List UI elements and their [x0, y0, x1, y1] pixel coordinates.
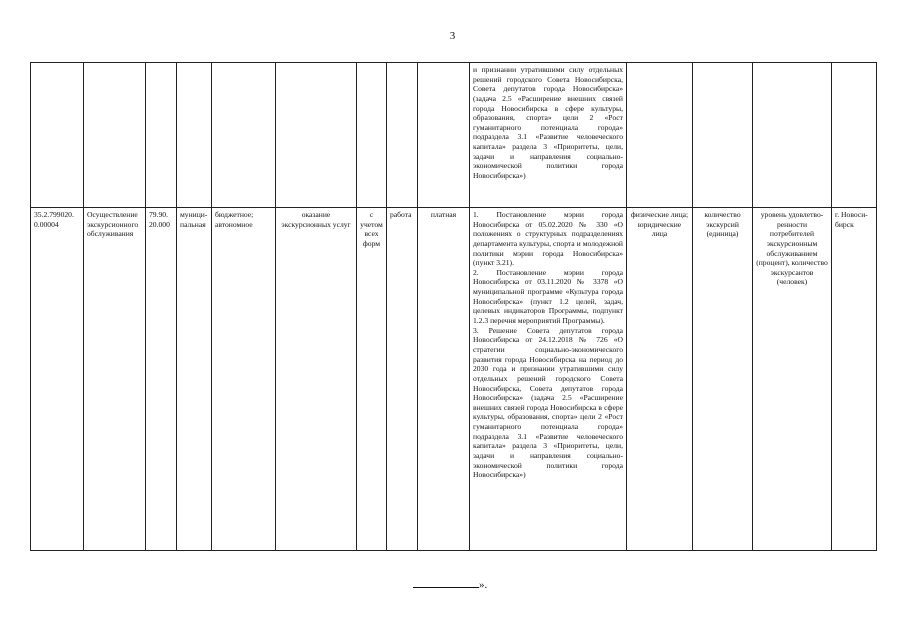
cell-consumers: физические лица; юридические лица: [627, 208, 693, 551]
cell-empty: [177, 63, 212, 208]
cell-empty: [753, 63, 832, 208]
cell-quality-indicator: уровень удовлетво-ренности потребителей экскурсионным обслуживанием (процент), количество экскурсантов (человек): [753, 208, 832, 551]
cell-paid: платная: [418, 208, 470, 551]
footer-closing: [413, 579, 487, 591]
cell-service-kind: оказание экскурсионных услуг: [276, 208, 357, 551]
cell-empty: [31, 63, 84, 208]
cell-empty: [212, 63, 276, 208]
cell-empty: [418, 63, 470, 208]
cell-empty: [357, 63, 387, 208]
cell-documents-continued: и признании утратившими силу отдельных решений городского Совета Новосибирска, Совета депутатов города Новосибирска» (задача 2.5 «Расширение внешних связей города Новосибирска в сфере культуры, образования, спорта» цели 2 «Рост гуманитарного потенциала города» подраздела 3.1 «Развитие человеческого капитала» раздела 3 «Приоритеты, цели, задачи и направления социально-экономической политики города Новосибирска»): [470, 63, 627, 208]
cell-empty: [387, 63, 418, 208]
cell-empty: [832, 63, 877, 208]
closing-quote: ».: [479, 579, 488, 591]
services-register-table: [30, 62, 877, 551]
cell-service-name: Осуществление экскурсионного обслуживания: [84, 208, 146, 551]
document-item: 3. Решение Совета депутатов города Новосибирска от 24.12.2018 № 726 «О стратегии социально-экономического развития города Новосибирска на период до 2030 года и признании утратившими силу отдельных решений городского Совета Новосибирска, Совета депутатов города Новосибирска» (задача 2.5 «Расширение внешних связей города Новосибирска в сфере культуры, образования, спорта» цели 2 «Рост гуманитарного потенциала города» подраздела 3.1 «Развитие человеческого капитала» раздела 3 «Приоритеты, цели, задачи и направления социально-экономической политики города Новосибирска»): [473, 325, 623, 480]
table-row: [31, 208, 877, 551]
page-number: 3: [449, 30, 456, 42]
document-item: 1. Постановление мэрии города Новосибирска от 05.02.2020 № 330 «О положениях о структурных подразделениях департамента культуры, спорта и молодежной политики мэрии города Новосибирска» (пункт 3.21).: [473, 210, 623, 268]
cell-forms: с учетом всех форм: [357, 208, 387, 551]
cell-okved-code: 79.90. 20.000: [146, 208, 177, 551]
cell-empty: [146, 63, 177, 208]
document-item: 2. Постановление мэрии города Новосибирска от 03.11.2020 № 3378 «О муниципальной программе «Культура города Новосибирска» (пункт 1.2 целей, задач, целевых индикаторов Программы, подпункт 1.2.3 перечня мероприятий Программы).: [473, 267, 623, 326]
cell-owner-type: муници-пальная: [177, 208, 212, 551]
table-row-continuation: [31, 63, 877, 208]
cell-empty: [693, 63, 753, 208]
cell-type: работа: [387, 208, 418, 551]
signature-blank-line: [413, 579, 479, 588]
cell-institution-type: бюджетное; автономное: [212, 208, 276, 551]
cell-empty: [84, 63, 146, 208]
cell-volume-indicator: количество экскурсий (единица): [693, 208, 753, 551]
cell-empty: [627, 63, 693, 208]
cell-location: г. Новоси-бирск: [832, 208, 877, 551]
cell-empty: [276, 63, 357, 208]
cell-documents: [470, 208, 627, 551]
cell-registry-code: 35.2.799020. 0.00004: [31, 208, 84, 551]
